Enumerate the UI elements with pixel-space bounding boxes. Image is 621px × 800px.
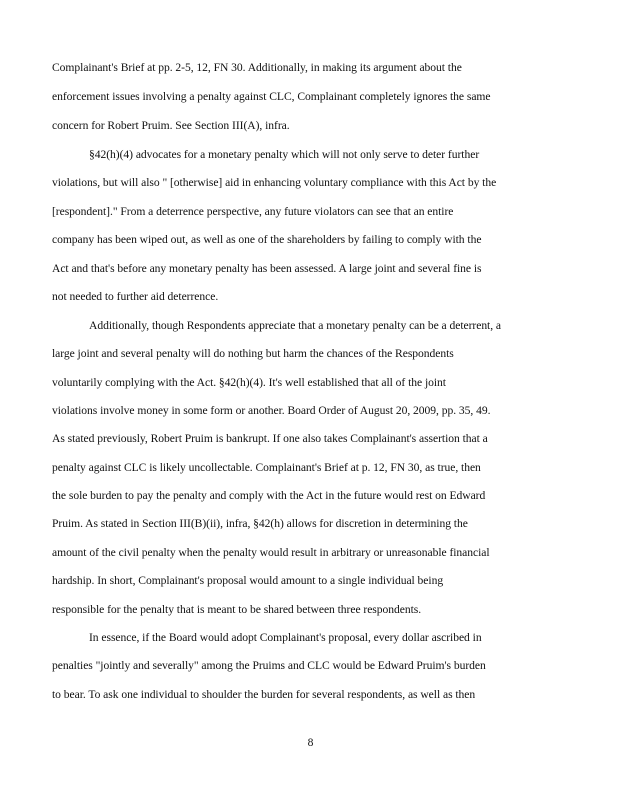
text-line: Complainant's Brief at pp. 2-5, 12, FN 30. Additionally, in making its argument about the: [52, 61, 462, 74]
text-line: voluntarily complying with the Act. §42(h)(4). It's well established that all of the joint: [52, 376, 446, 389]
text-line: company has been wiped out, as well as one of the shareholders by failing to comply with the: [52, 233, 482, 246]
page-number: 8: [307, 736, 314, 749]
text-line: Act and that's before any monetary penalty has been assessed. A large joint and several fine is: [52, 262, 482, 275]
text-line: §42(h)(4) advocates for a monetary penalty which will not only serve to deter further: [89, 148, 480, 161]
text-line: penalties "jointly and severally" among the Pruims and CLC would be Edward Pruim's burden: [52, 659, 486, 672]
text-line: As stated previously, Robert Pruim is bankrupt. If one also takes Complainant's assertion that a: [52, 432, 488, 445]
text-line: [respondent]." From a deterrence perspective, any future violators can see that an entire: [52, 205, 454, 218]
text-line: violations, but will also " [otherwise] aid in enhancing voluntary compliance with this Act by the: [52, 176, 497, 189]
text-line: Additionally, though Respondents appreciate that a monetary penalty can be a deterrent, a: [89, 319, 502, 332]
text-line: enforcement issues involving a penalty against CLC, Complainant completely ignores the same: [52, 90, 491, 103]
text-line: responsible for the penalty that is meant to be shared between three respondents.: [52, 603, 422, 616]
text-line: violations involve money in some form or another. Board Order of August 20, 2009, pp. 35, 49.: [52, 404, 491, 417]
text-line: Pruim. As stated in Section III(B)(ii), infra, §42(h) allows for discretion in determining the: [52, 517, 468, 530]
text-line: concern for Robert Pruim. See Section III(A), infra.: [52, 119, 290, 132]
text-line: penalty against CLC is likely uncollectable. Complainant's Brief at p. 12, FN 30, as true, then: [52, 461, 481, 474]
text-line: large joint and several penalty will do nothing but harm the chances of the Respondents: [52, 347, 454, 360]
text-line: the sole burden to pay the penalty and comply with the Act in the future would rest on Edward: [52, 489, 486, 502]
text-line: not needed to further aid deterrence.: [52, 290, 219, 303]
text-line: hardship. In short, Complainant's proposal would amount to a single individual being: [52, 574, 444, 587]
text-line: to bear. To ask one individual to shoulder the burden for several respondents, as well as then: [52, 688, 476, 701]
text-line: In essence, if the Board would adopt Complainant's proposal, every dollar ascribed in: [89, 631, 482, 644]
text-line: amount of the civil penalty when the penalty would result in arbitrary or unreasonable financial: [52, 546, 490, 559]
